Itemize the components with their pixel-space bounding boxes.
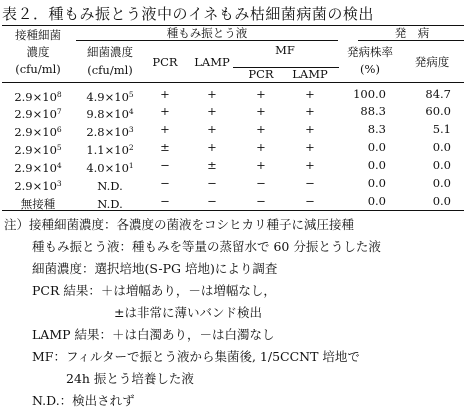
concentration-value: N.D. bbox=[97, 179, 123, 193]
cell-inoculum bbox=[14, 177, 61, 193]
cell-mf-pcr: + bbox=[256, 122, 266, 136]
table-title: 表２．種もみ振とう液中のイネもみ枯細菌病菌の検出 bbox=[2, 5, 374, 23]
cell-inoculum bbox=[14, 159, 61, 175]
inoculum-value: 2.9×10 bbox=[14, 125, 57, 139]
cell-mf-lamp: − bbox=[305, 194, 315, 208]
cell-pcr: − bbox=[160, 176, 170, 190]
inoculum-value: 2.9×10 bbox=[14, 107, 57, 121]
cell-mf-pcr: − bbox=[256, 176, 266, 190]
cell-pcr: + bbox=[160, 87, 170, 101]
cell-lamp: + bbox=[207, 104, 217, 118]
cell-disease-degree: 60.0 bbox=[425, 104, 451, 118]
note-lamp-result: LAMP 結果：＋は白濁あり，－は白濁なし bbox=[32, 327, 275, 342]
header-rate-1: 発病株率 bbox=[347, 45, 393, 59]
cell-lamp: − bbox=[207, 176, 217, 190]
cell-concentration bbox=[86, 88, 133, 104]
cell-mf-pcr: + bbox=[256, 104, 266, 118]
cell-mf-pcr: + bbox=[256, 87, 266, 101]
header-group-hatsubyo: 発 病 bbox=[394, 26, 430, 40]
concentration-exponent: 5 bbox=[128, 90, 134, 99]
cell-mf-lamp: + bbox=[305, 122, 315, 136]
cell-mf-pcr: − bbox=[256, 194, 266, 208]
concentration-value: 2.8×10 bbox=[86, 125, 129, 139]
inoculum-value: 2.9×10 bbox=[14, 90, 57, 104]
cell-disease-rate: 0.0 bbox=[367, 158, 386, 172]
note-bacterial-conc: 細菌濃度：選択培地(S-PG 培地)により調査 bbox=[32, 261, 278, 276]
header-lamp: LAMP bbox=[194, 55, 230, 69]
cell-disease-rate: 0.0 bbox=[367, 140, 386, 154]
note-pcr-result: PCR 結果：＋は増幅あり，－は増幅なし， bbox=[32, 283, 276, 298]
cell-lamp: + bbox=[207, 122, 217, 136]
concentration-exponent: 3 bbox=[128, 125, 134, 134]
cell-mf-pcr: + bbox=[256, 158, 266, 172]
cell-concentration bbox=[86, 141, 133, 157]
cell-mf-lamp: − bbox=[305, 176, 315, 190]
concentration-exponent: 4 bbox=[128, 107, 134, 116]
cell-disease-degree: 0.0 bbox=[432, 176, 451, 190]
header-rule bbox=[2, 82, 464, 83]
cell-mf-lamp: + bbox=[305, 158, 315, 172]
header-mf-lamp: LAMP bbox=[292, 67, 328, 81]
inoculum-value: 2.9×10 bbox=[14, 143, 57, 157]
cell-disease-rate: 0.0 bbox=[367, 176, 386, 190]
inoculum-exponent: 5 bbox=[56, 143, 62, 152]
cell-disease-degree: 0.0 bbox=[432, 158, 451, 172]
cell-pcr: ± bbox=[160, 140, 170, 154]
note-shake-liquid: 種もみ振とう液：種もみを等量の蒸留水で 60 分振とうした液 bbox=[32, 239, 381, 254]
inoculum-exponent: 8 bbox=[56, 90, 62, 99]
rule-under-shinto bbox=[76, 40, 338, 41]
cell-disease-degree: 5.1 bbox=[432, 122, 451, 136]
cell-inoculum bbox=[14, 141, 61, 157]
header-inoculum-3: (cfu/ml) bbox=[15, 62, 61, 76]
header-pcr: PCR bbox=[152, 55, 178, 69]
bottom-rule bbox=[2, 210, 464, 211]
cell-concentration bbox=[97, 195, 122, 211]
concentration-exponent: 1 bbox=[128, 161, 134, 170]
header-degree: 発病度 bbox=[414, 55, 450, 69]
inoculum-exponent: 4 bbox=[56, 161, 62, 170]
header-conc-1: 細菌濃度 bbox=[87, 45, 133, 59]
cell-inoculum bbox=[14, 88, 61, 104]
concentration-exponent: 2 bbox=[128, 143, 134, 152]
cell-lamp: ± bbox=[207, 158, 217, 172]
cell-disease-degree: 0.0 bbox=[432, 140, 451, 154]
cell-disease-rate: 100.0 bbox=[353, 87, 386, 101]
header-inoculum-1: 接種細菌 bbox=[15, 28, 61, 42]
cell-disease-rate: 0.0 bbox=[367, 194, 386, 208]
cell-pcr: − bbox=[160, 194, 170, 208]
cell-mf-lamp: + bbox=[305, 104, 315, 118]
cell-lamp: + bbox=[207, 87, 217, 101]
header-mf-pcr: PCR bbox=[248, 67, 274, 81]
concentration-value: 9.8×10 bbox=[86, 107, 129, 121]
cell-mf-lamp: + bbox=[305, 87, 315, 101]
note-pcr-faint: ±は非常に薄いバンド検出 bbox=[114, 305, 262, 320]
header-group-shinto: 種もみ振とう液 bbox=[166, 26, 248, 40]
inoculum-exponent: 6 bbox=[56, 125, 62, 134]
cell-pcr: + bbox=[160, 122, 170, 136]
cell-inoculum bbox=[21, 195, 56, 211]
cell-concentration bbox=[97, 177, 122, 193]
concentration-value: 4.0×10 bbox=[86, 161, 129, 175]
rule-under-hatsubyo bbox=[358, 40, 464, 41]
inoculum-exponent: 3 bbox=[56, 179, 62, 188]
inoculum-value: 無接種 bbox=[20, 197, 56, 211]
cell-inoculum bbox=[14, 123, 61, 139]
header-mf: MF bbox=[275, 43, 295, 57]
note-inoculation: 注）接種細菌濃度：各濃度の菌液をコシヒカリ種子に減圧接種 bbox=[4, 217, 355, 232]
inoculum-value: 2.9×10 bbox=[14, 161, 57, 175]
inoculum-value: 2.9×10 bbox=[14, 179, 57, 193]
cell-disease-rate: 88.3 bbox=[360, 104, 386, 118]
cell-mf-lamp: + bbox=[305, 140, 315, 154]
cell-pcr: − bbox=[160, 158, 170, 172]
cell-disease-degree: 84.7 bbox=[425, 87, 451, 101]
header-inoculum-2: 濃度 bbox=[26, 45, 50, 59]
cell-concentration bbox=[86, 105, 133, 121]
inoculum-exponent: 7 bbox=[56, 107, 62, 116]
header-conc-2: (cfu/ml) bbox=[87, 63, 133, 77]
concentration-value: 1.1×10 bbox=[86, 143, 129, 157]
cell-concentration bbox=[86, 123, 133, 139]
concentration-value: N.D. bbox=[97, 197, 123, 211]
cell-lamp: + bbox=[207, 140, 217, 154]
concentration-value: 4.9×10 bbox=[86, 90, 129, 104]
cell-concentration bbox=[86, 159, 133, 175]
note-nd: N.D.：検出されず bbox=[32, 393, 135, 408]
cell-inoculum bbox=[14, 105, 61, 121]
cell-disease-degree: 0.0 bbox=[432, 194, 451, 208]
cell-pcr: + bbox=[160, 104, 170, 118]
cell-lamp: − bbox=[207, 194, 217, 208]
cell-disease-rate: 8.3 bbox=[367, 122, 386, 136]
header-rate-2: (%) bbox=[360, 62, 380, 76]
note-mf-culture: 24h 振とう培養した液 bbox=[66, 371, 194, 386]
note-mf: MF：フィルターで振とう液から集菌後, 1/5CCNT 培地で bbox=[32, 349, 360, 364]
cell-mf-pcr: + bbox=[256, 140, 266, 154]
